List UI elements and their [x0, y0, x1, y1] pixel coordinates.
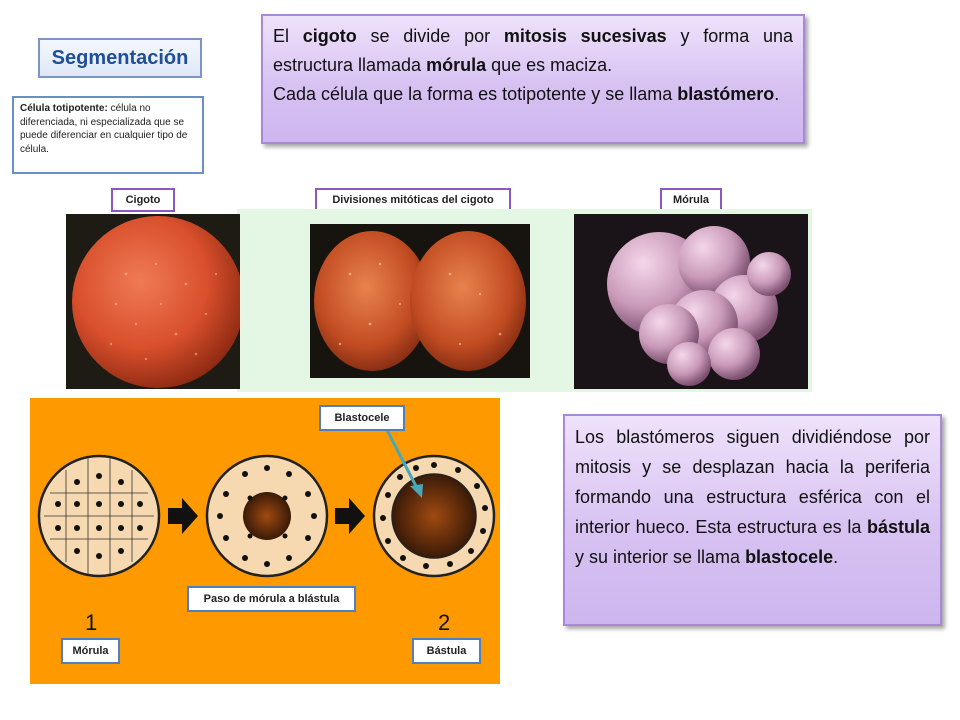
arrow-2-icon — [335, 498, 365, 534]
totipotent-text: célula no diferenciada, ni especializada que se puede diferenciar en cualquier tipo de célula. — [20, 103, 188, 155]
text-run: y su interior se llama — [575, 547, 746, 567]
label-divisiones: Divisiones mitóticas del cigoto — [315, 188, 511, 212]
label-blastocele: Blastocele — [319, 405, 405, 431]
slide-title: Segmentación — [38, 38, 202, 78]
term-blastocele: blastocele — [745, 547, 834, 567]
text-run: Cada célula que la forma es totipotente y se llama — [273, 84, 678, 104]
totipotent-definition — [12, 96, 204, 174]
term-morula: mórula — [426, 55, 487, 75]
segmentation-description — [261, 14, 805, 144]
label-morula-photo: Mórula — [660, 188, 722, 212]
blastula-description — [563, 414, 942, 626]
arrow-1-icon — [168, 498, 198, 534]
text-run: Los blastómeros siguen dividiéndose por mitosis y se desplazan hacia la periferia formando una estructura esférica con el interior hueco. Esta estructura es la — [575, 427, 930, 537]
text-run: se divide por — [356, 26, 504, 46]
two-cell-photo — [310, 224, 530, 378]
term-bastula: bástula — [866, 517, 930, 537]
text-run: . — [833, 547, 839, 567]
morula-drawing — [39, 456, 159, 576]
text-run: y forma una estructura llamada — [273, 26, 793, 75]
text-run: que es maciza. — [486, 55, 613, 75]
label-morula-diagram: Mórula — [61, 638, 120, 664]
transition-drawing — [207, 456, 327, 576]
step-number-2: 2 — [438, 610, 451, 635]
term-mitosis: mitosis sucesivas — [503, 26, 667, 46]
term-cigoto: cigoto — [302, 26, 357, 46]
totipotent-term: Célula totipotente: — [20, 103, 108, 114]
text-run: . — [774, 84, 780, 104]
label-cigoto: Cigoto — [111, 188, 175, 212]
step-number-1: 1 — [85, 610, 98, 635]
label-morula-to-blastula: Paso de mórula a blástula — [187, 586, 356, 612]
zygote-photo — [66, 214, 240, 389]
term-blastomero: blastómero — [677, 84, 775, 104]
morula-photo — [574, 214, 808, 389]
text-run: El — [273, 26, 303, 46]
blastula-drawing — [374, 456, 494, 576]
label-blastula-diagram: Bástula — [412, 638, 481, 664]
